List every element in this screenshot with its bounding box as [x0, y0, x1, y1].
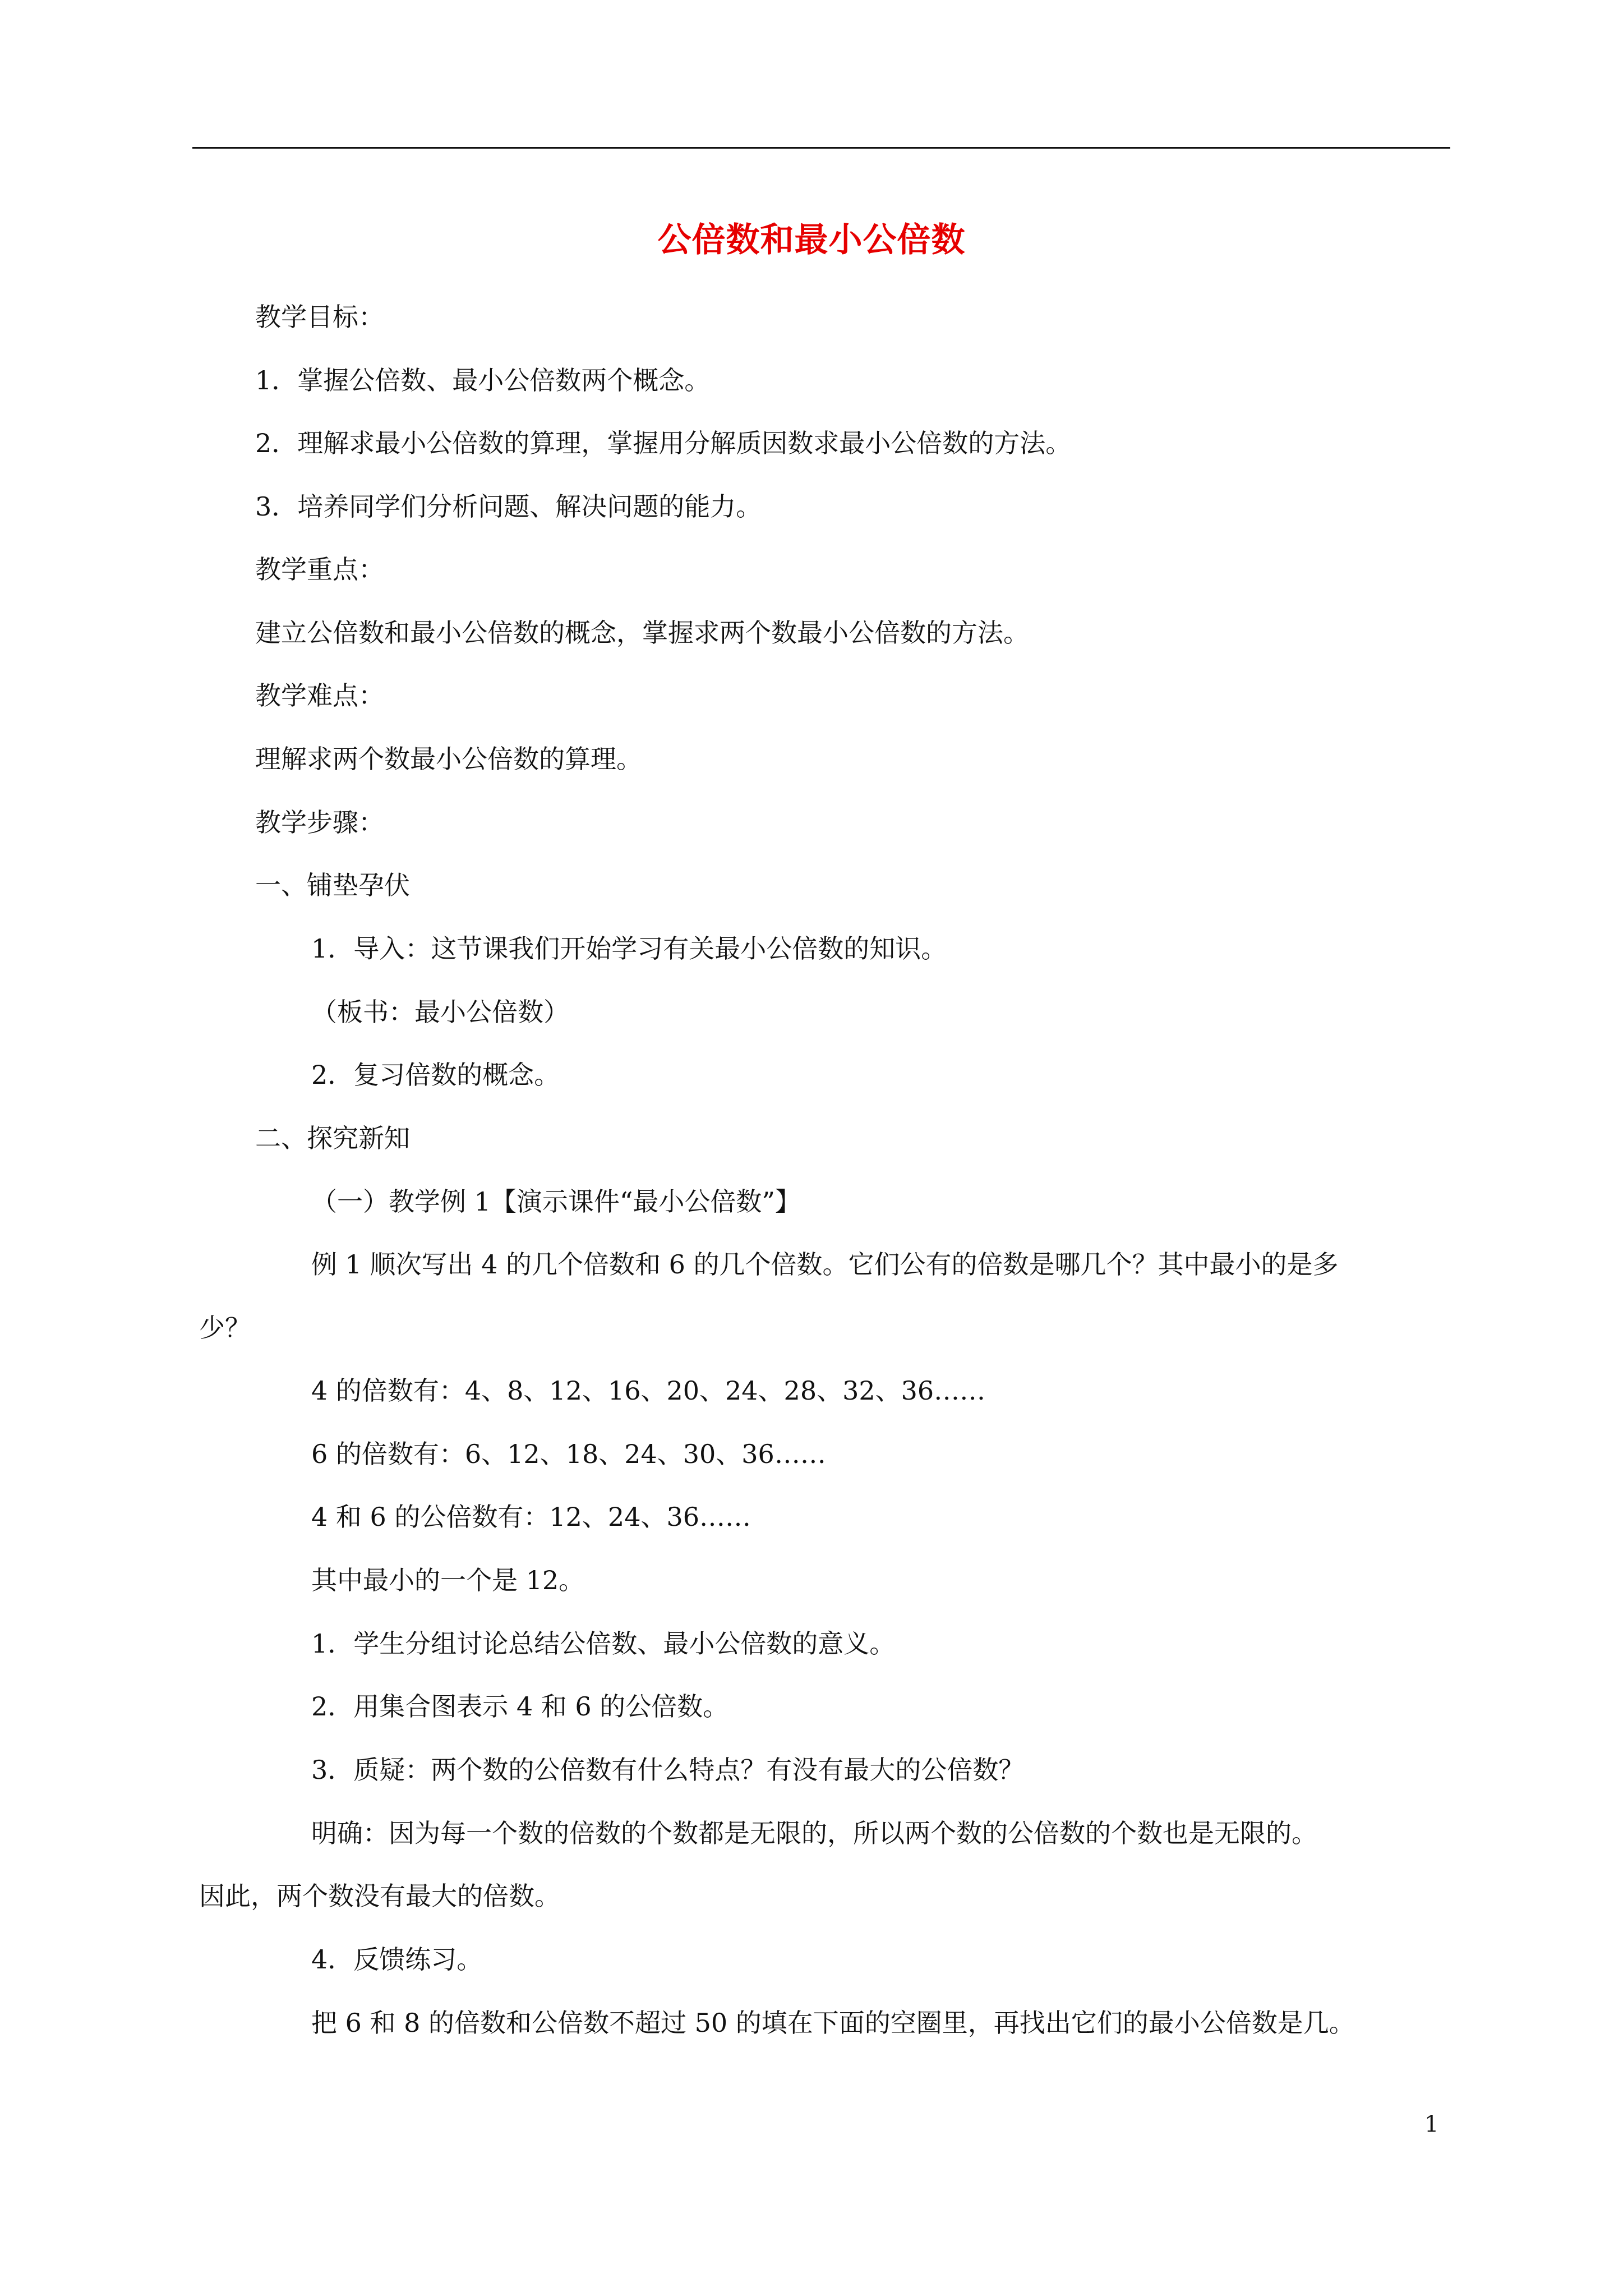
- paragraph-review: 2．复习倍数的概念。: [311, 1060, 560, 1090]
- paragraph-objective-2: 2．理解求最小公倍数的算理，掌握用分解质因数求最小公倍数的方法。: [255, 428, 1072, 458]
- paragraph-example-1-text-cont: 少？: [199, 1313, 251, 1343]
- paragraph-objective-3: 3．培养同学们分析问题、解决问题的能力。: [255, 491, 762, 522]
- paragraph-question: 3．质疑：两个数的公倍数有什么特点？有没有最大的公倍数？: [311, 1755, 1025, 1785]
- paragraph-section-1-heading: 一、铺垫孕伏: [255, 870, 410, 900]
- paragraph-board-note: （板书：最小公倍数）: [311, 997, 569, 1027]
- document-title: 公倍数和最小公倍数: [657, 220, 966, 260]
- header-rule: [192, 147, 1450, 149]
- paragraph-smallest: 其中最小的一个是 12。: [311, 1565, 585, 1595]
- paragraph-discussion: 1．学生分组讨论总结公倍数、最小公倍数的意义。: [311, 1628, 896, 1659]
- paragraph-example-1-heading: （一）教学例 1【演示课件“最小公倍数”】: [311, 1186, 801, 1217]
- paragraph-intro: 1．导入：这节课我们开始学习有关最小公倍数的知识。: [311, 933, 947, 964]
- paragraph-objectives-heading: 教学目标：: [255, 302, 384, 332]
- paragraph-common-multiples: 4 和 6 的公倍数有：12、24、36……: [311, 1502, 751, 1532]
- paragraph-multiples-of-4: 4 的倍数有：4、8、12、16、20、24、28、32、36……: [311, 1375, 986, 1406]
- paragraph-difficulties-heading: 教学难点：: [255, 680, 384, 711]
- paragraph-key-points: 建立公倍数和最小公倍数的概念，掌握求两个数最小公倍数的方法。: [255, 618, 1029, 648]
- paragraph-key-points-heading: 教学重点：: [255, 554, 384, 585]
- paragraph-difficulties: 理解求两个数最小公倍数的算理。: [255, 744, 642, 774]
- paragraph-steps-heading: 教学步骤：: [255, 807, 384, 838]
- paragraph-multiples-of-6: 6 的倍数有：6、12、18、24、30、36……: [311, 1439, 826, 1469]
- page-number: 1: [1424, 2111, 1439, 2137]
- paragraph-clarification-cont: 因此，两个数没有最大的倍数。: [199, 1881, 560, 1911]
- paragraph-section-2-heading: 二、探究新知: [255, 1123, 410, 1153]
- paragraph-clarification: 明确：因为每一个数的倍数的个数都是无限的，所以两个数的公倍数的个数也是无限的。: [311, 1818, 1317, 1848]
- paragraph-set-diagram: 2．用集合图表示 4 和 6 的公倍数。: [311, 1691, 729, 1722]
- paragraph-practice: 4．反馈练习。: [311, 1944, 483, 1975]
- paragraph-example-1-text: 例 1 顺次写出 4 的几个倍数和 6 的几个倍数。它们公有的倍数是哪几个？其中最小的是多: [311, 1249, 1339, 1280]
- paragraph-practice-task: 把 6 和 8 的倍数和公倍数不超过 50 的填在下面的空圈里，再找出它们的最小公倍数是几。: [311, 2008, 1355, 2038]
- paragraph-objective-1: 1．掌握公倍数、最小公倍数两个概念。: [255, 365, 711, 395]
